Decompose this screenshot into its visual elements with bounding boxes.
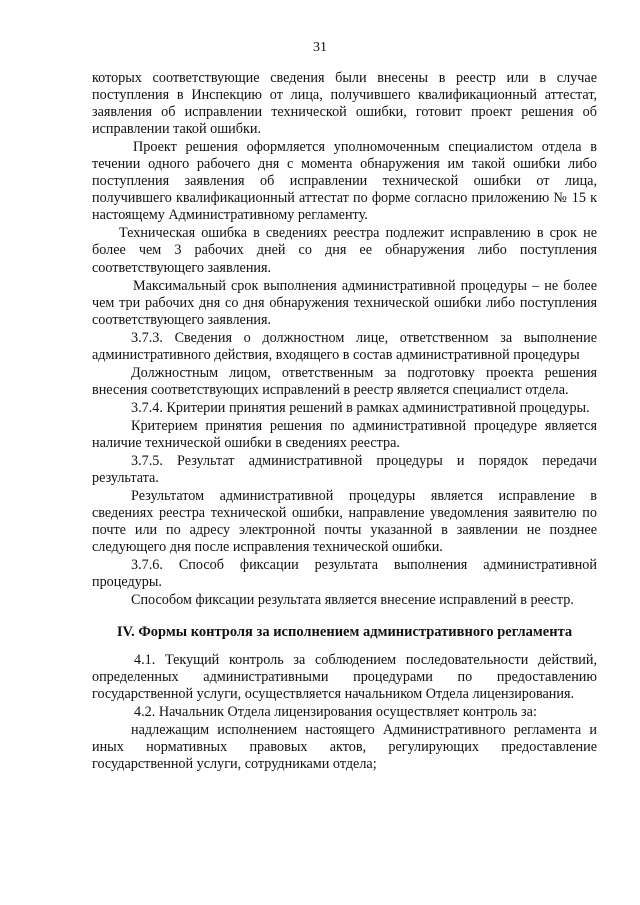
paragraph-technical-error: Техническая ошибка в сведениях реестра подлежит исправлению в срок не более чем 3 рабочих дней со дня ее обнаружения либо поступления соответствующего заявления. bbox=[92, 225, 597, 276]
paragraph-responsible-person: Должностным лицом, ответственным за подготовку проекта решения внесения соответствующих исправлений в реестр является специалист отдела. bbox=[92, 364, 597, 398]
section-heading: IV. Формы контроля за исполнением административного регламента bbox=[116, 624, 573, 641]
paragraph-result: Результатом административной процедуры является исправление в сведениях реестра технической ошибки, направление уведомления заявителю по почте или по адресу электронной почты указанной в заявлении не позднее следующего дня после исправления технической ошибки. bbox=[92, 488, 597, 556]
paragraph-4-2: 4.2. Начальник Отдела лицензирования осуществляет контроль за: bbox=[134, 703, 537, 720]
paragraph-draft-decision: Проект решения оформляется уполномоченным специалистом отдела в течении одного рабочего дня с момента обнаружения им такой ошибки либо поступления заявления об исправлении технической ошибки от лица, получившего квалификационный аттестат по форме согласно приложению № 15 к настоящему Административному регламенту. bbox=[92, 139, 597, 224]
paragraph-continuation: которых соответствующие сведения были внесены в реестр или в случае поступления в Инспекцию от лица, получившего квалификационный аттестат, заявления об исправлении технической ошибки, готовит проект решения об исправлении такой ошибки. bbox=[92, 70, 597, 138]
document-body bbox=[92, 70, 597, 773]
paragraph-3-7-3: 3.7.3. Сведения о должностном лице, ответственном за выполнение административного действия, входящего в состав административной процедуры bbox=[92, 329, 597, 363]
paragraph-proper-execution: надлежащим исполнением настоящего Административного регламента и иных нормативных правовых актов, регулирующих предоставление государственной услуги, сотрудниками отдела; bbox=[92, 721, 597, 772]
paragraph-3-7-5: 3.7.5. Результат административной процедуры и порядок передачи результата. bbox=[92, 453, 597, 487]
paragraph-max-term: Максимальный срок выполнения административной процедуры – не более чем три рабочих дня со дня обнаружения технической ошибки либо поступления соответствующего заявления. bbox=[92, 277, 597, 328]
paragraph-3-7-6: 3.7.6. Способ фиксации результата выполнения административной процедуры. bbox=[92, 557, 597, 591]
paragraph-4-1: 4.1. Текущий контроль за соблюдением последовательности действий, определенных административными процедурами по предоставлению государственной услуги, осуществляется начальником Отдела лицензирования. bbox=[92, 651, 597, 702]
paragraph-fixation: Способом фиксации результата является внесение исправлений в реестр. bbox=[131, 592, 574, 609]
paragraph-3-7-4: 3.7.4. Критерии принятия решений в рамках административной процедуры. bbox=[131, 399, 590, 416]
page-number: 31 bbox=[313, 40, 327, 55]
paragraph-criterion: Критерием принятия решения по административной процедуре является наличие технической ошибки в сведениях реестра. bbox=[92, 417, 597, 451]
